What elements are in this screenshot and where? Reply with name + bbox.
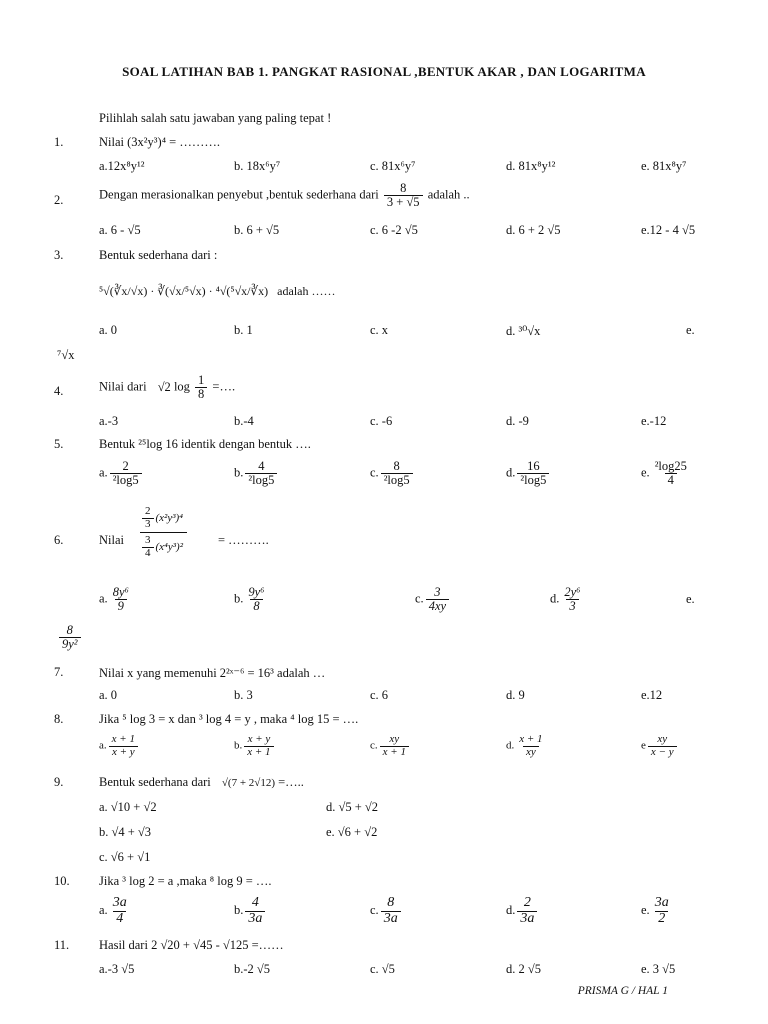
question-stem: Nilai (3x²y³)⁴ = ………. (99, 135, 220, 149)
option-a: a. 6 - √5 (99, 223, 141, 237)
question-number: 6. (54, 533, 64, 547)
option-c: c. 6 (370, 688, 389, 702)
option-d: d. -9 (506, 414, 529, 428)
fraction: $\frac{8}{3 + √5}$ (384, 182, 423, 209)
option-b: b. √4 + √3 (99, 825, 152, 839)
option-e-value: ⁷√x (57, 348, 75, 362)
page-footer: PRISMA G / HAL 1 (577, 985, 668, 997)
question-tail: adalah …… (277, 284, 336, 298)
question-tail: =….. (278, 775, 304, 789)
option-a: a. $\frac{x + 1}{x + y}$ (99, 734, 140, 758)
option-e: e. 81x⁸y⁷ (641, 159, 687, 173)
option-b: b. $\frac{x + y}{x + 1}$ (234, 734, 276, 758)
option-b: b. $\frac{\text{9y⁶}}{8}$ (234, 585, 265, 614)
option-b: b. 1 (234, 323, 253, 337)
compound-denominator: $\frac{3}{4}$ (x⁴y³)² (140, 532, 187, 559)
option-e: e.-12 (641, 414, 667, 428)
option-d: d. $\frac{x + 1}{xy}$ (506, 733, 543, 758)
question-number: 3. (54, 248, 64, 262)
question-stem: Jika ⁵ log 3 = x dan ³ log 4 = y , maka ⁴ log 15 = …. (99, 712, 359, 726)
question-tail: adalah .. (427, 187, 470, 202)
option-c: c. $\frac{xy}{x + 1}$ (370, 734, 411, 758)
question-number: 2. (54, 193, 64, 207)
option-a: a. $\frac{2}{\text{²log5}}$ (99, 460, 144, 487)
log-base: √2 (157, 379, 171, 394)
option-c: c. x (370, 323, 389, 337)
option-d: d. 9 (506, 688, 525, 702)
option-d: d. ³⁰√x (506, 324, 541, 338)
question-number: 7. (54, 665, 64, 679)
question-stem: Bentuk ²⁵log 16 identik dengan bentuk …. (99, 437, 311, 451)
question-stem: Jika ³ log 2 = a ,maka ⁸ log 9 = …. (99, 874, 272, 888)
option-e: e.12 (641, 688, 663, 702)
option-a: a.12x⁸y¹² (99, 159, 145, 173)
radical-expression: ⁵√(∛x/√x) · ∛(√x/⁵√x) · ⁴√(⁵√x/∛x) (99, 284, 269, 298)
option-d: d. $\frac{16}{\text{²log5}}$ (506, 460, 551, 487)
option-c: c. √6 + √1 (99, 850, 151, 864)
option-a: a.-3 (99, 414, 119, 428)
option-a: a.-3 √5 (99, 962, 135, 976)
question-number: 4. (54, 384, 64, 398)
option-a: a. $\frac{3a}{4}$ (99, 895, 127, 926)
question-stem: Bentuk sederhana dari : (99, 248, 218, 262)
option-d: d. 81x⁸y¹² (506, 159, 556, 173)
option-b: b. 18x⁶y⁷ (234, 159, 281, 173)
question-stem: Nilai x yang memenuhi 2²ˣ⁻⁶ = 16³ adalah … (99, 666, 326, 680)
question-number: 10. (54, 874, 70, 888)
option-b: b. 6 + √5 (234, 223, 280, 237)
page-title: SOAL LATIHAN BAB 1. PANGKAT RASIONAL ,BENTUK AKAR , DAN LOGARITMA (122, 64, 646, 79)
option-c: c. $\frac{8}{3a}$ (370, 896, 403, 926)
compound-fraction (140, 506, 187, 559)
option-a: a. √10 + √2 (99, 800, 157, 814)
option-d: d. √5 + √2 (326, 800, 379, 814)
instruction: Pilihlah salah satu jawaban yang paling tepat ! (99, 111, 332, 125)
question-number: 9. (54, 775, 64, 789)
question-tail: = ………. (218, 533, 269, 547)
option-d: d. $\frac{\text{2y⁶}}{3}$ (550, 585, 581, 614)
option-e: e. (686, 592, 695, 606)
option-a: a. $\frac{\text{8y⁶}}{9}$ (99, 585, 129, 614)
option-b: b. $\frac{4}{3a}$ (234, 896, 267, 926)
log-label: log (173, 379, 190, 394)
option-e: e.12 - 4 √5 (641, 223, 696, 237)
question-number: 1. (54, 135, 64, 149)
option-c: c. 81x⁶y⁷ (370, 159, 416, 173)
option-c: c. √5 (370, 962, 395, 976)
option-e: e. $\frac{3a}{2}$ (641, 895, 669, 926)
option-c: c. -6 (370, 414, 393, 428)
question-stem-line (99, 182, 470, 209)
option-b: b. 3 (234, 688, 253, 702)
question-tail: =…. (212, 379, 236, 394)
question-stem: Dengan merasionalkan penyebut ,bentuk sederhana dari (99, 187, 379, 202)
option-e: e. 3 √5 (641, 962, 676, 976)
option-e: e. √6 + √2 (326, 825, 378, 839)
question-number: 11. (54, 938, 70, 952)
option-a: a. 0 (99, 688, 118, 702)
option-d: d. $\frac{2}{3a}$ (506, 896, 539, 926)
question-stem: Nilai (99, 533, 124, 547)
option-a: a. 0 (99, 323, 118, 337)
question-stem: Nilai dari (99, 379, 147, 394)
question-stem: Bentuk sederhana dari (99, 775, 211, 789)
option-c: c. $\frac{3}{4xy}$ (415, 586, 451, 613)
fraction: $\frac{1}{8}$ (195, 374, 207, 401)
question-stem: Hasil dari 2 √20 + √45 - √125 =…… (99, 938, 284, 952)
compound-numerator: $\frac{2}{3}$ (x²y³)⁴ (140, 506, 187, 532)
option-c: c. $\frac{8}{\text{²log5}}$ (370, 460, 415, 487)
option-e-value: $\frac{8}{\text{9y²}}$ (57, 624, 83, 651)
question-number: 8. (54, 712, 64, 726)
option-e: e. (686, 323, 695, 337)
option-b: b.-4 (234, 414, 254, 428)
option-e: e. $\frac{\text{²log25}}{4}$ (641, 459, 687, 488)
option-d: d. 2 √5 (506, 962, 541, 976)
option-b: b.-2 √5 (234, 962, 271, 976)
question-number: 5. (54, 437, 64, 451)
radical-expression-line (99, 284, 335, 299)
option-b: b. $\frac{4}{\text{²log5}}$ (234, 460, 279, 487)
option-d: d. 6 + 2 √5 (506, 223, 561, 237)
question-stem-line (99, 374, 235, 401)
option-e: e $\frac{xy}{x - y}$ (641, 734, 679, 758)
option-c: c. 6 -2 √5 (370, 223, 418, 237)
radical-expression: √(7 + 2√12) (221, 777, 275, 789)
question-stem-line (99, 775, 304, 790)
